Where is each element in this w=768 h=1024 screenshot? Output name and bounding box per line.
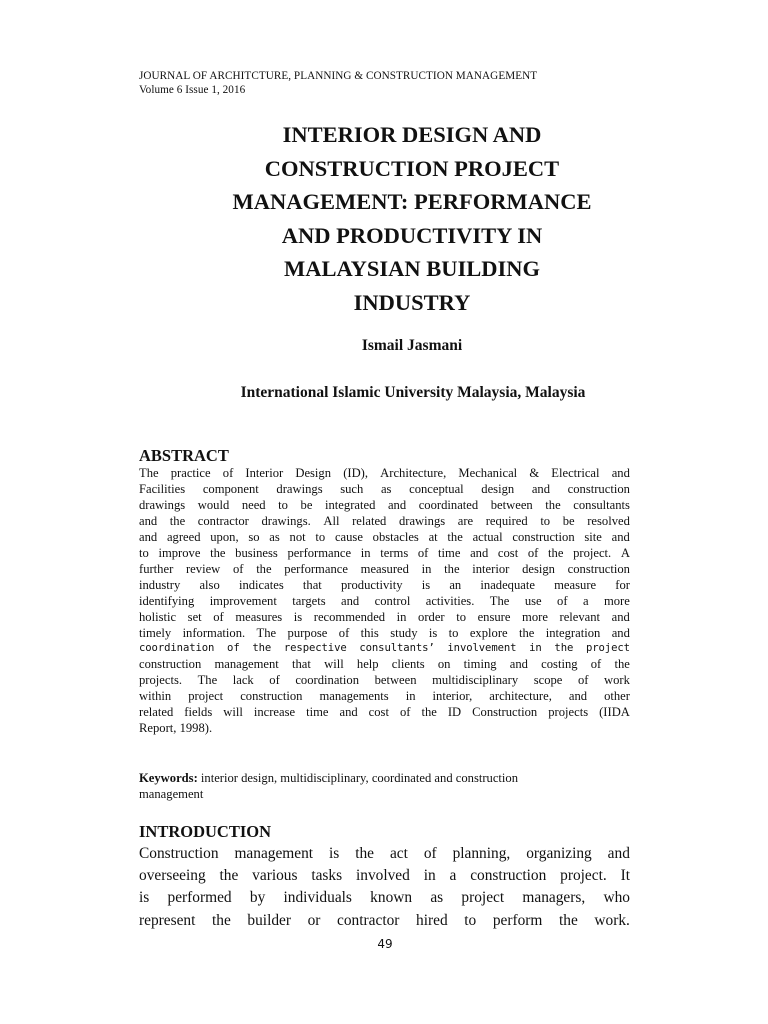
text-line: to improve the business performance in terms of time and cost of the project. A bbox=[139, 545, 630, 560]
text-line: overseeing the various tasks involved in a construction project. It bbox=[139, 867, 630, 885]
keywords-text: interior design, multidisciplinary, coordinated and construction bbox=[197, 771, 519, 785]
text-line: identifying improvement targets and control activities. The use of a more bbox=[139, 593, 630, 608]
introduction-heading: INTRODUCTION bbox=[139, 822, 272, 841]
text-line: timely information. The purpose of this study is to explore the integration and bbox=[139, 625, 630, 640]
title-line: AND PRODUCTIVITY IN bbox=[281, 222, 543, 248]
text-line: Facilities component drawings such as conceptual design and construction bbox=[139, 481, 630, 496]
text-line: and agreed upon, so as not to cause obstacles at the actual construction site and bbox=[139, 529, 630, 544]
page-number: 49 bbox=[377, 937, 393, 951]
abstract-body bbox=[139, 466, 630, 737]
paper-title bbox=[190, 118, 634, 320]
keywords-label: Keywords: bbox=[139, 771, 198, 785]
keywords bbox=[139, 770, 630, 802]
text-line: Report, 1998). bbox=[139, 721, 213, 736]
journal-header bbox=[139, 69, 639, 97]
text-line: related fields will increase time and cost of the ID Construction projects (IIDA bbox=[139, 705, 630, 720]
text-line: The practice of Interior Design (ID), Architecture, Mechanical & Electrical and bbox=[139, 466, 630, 480]
text-line: represent the builder or contractor hired to perform the work. bbox=[139, 911, 630, 929]
author-name: Ismail Jasmani bbox=[361, 337, 463, 354]
text-line: projects. The lack of coordination between multidisciplinary scope of work bbox=[139, 673, 630, 688]
abstract-heading: ABSTRACT bbox=[139, 446, 229, 465]
journal-name: JOURNAL OF ARCHITCTURE, PLANNING & CONSTRUCTION MANAGEMENT bbox=[139, 70, 538, 82]
text-line: within project construction managements in interior, architecture, and other bbox=[139, 689, 630, 704]
volume-issue: Volume 6 Issue 1, 2016 bbox=[139, 84, 246, 96]
text-line: industry also indicates that productivity is an inadequate measure for bbox=[139, 577, 630, 592]
title-line: INTERIOR DESIGN AND bbox=[282, 122, 542, 147]
title-line: MALAYSIAN BUILDING bbox=[283, 256, 541, 282]
text-line: holistic set of measures is recommended in order to ensure more relevant and bbox=[139, 609, 630, 624]
text-line: Construction management is the act of planning, organizing and bbox=[139, 845, 630, 862]
introduction-body bbox=[139, 843, 630, 932]
text-line: drawings would need to be integrated and coordinated between the consultants bbox=[139, 497, 630, 512]
text-line: further review of the performance measured in the interior design construction bbox=[139, 561, 630, 576]
keywords-text-continued: management bbox=[139, 787, 204, 801]
author-affiliation: International Islamic University Malaysia, Malaysia bbox=[240, 384, 586, 401]
title-line: INDUSTRY bbox=[353, 289, 471, 315]
text-line: and the contractor drawings. All related drawings are required to be resolved bbox=[139, 513, 630, 528]
title-line: CONSTRUCTION PROJECT bbox=[264, 155, 560, 181]
title-line: MANAGEMENT: PERFORMANCE bbox=[232, 189, 592, 215]
text-line: is performed by individuals known as project managers, who bbox=[139, 889, 630, 907]
text-line: coordination of the respective consultants’ involvement in the project bbox=[139, 642, 630, 655]
text-line: construction management that will help clients on timing and costing of the bbox=[139, 657, 630, 672]
